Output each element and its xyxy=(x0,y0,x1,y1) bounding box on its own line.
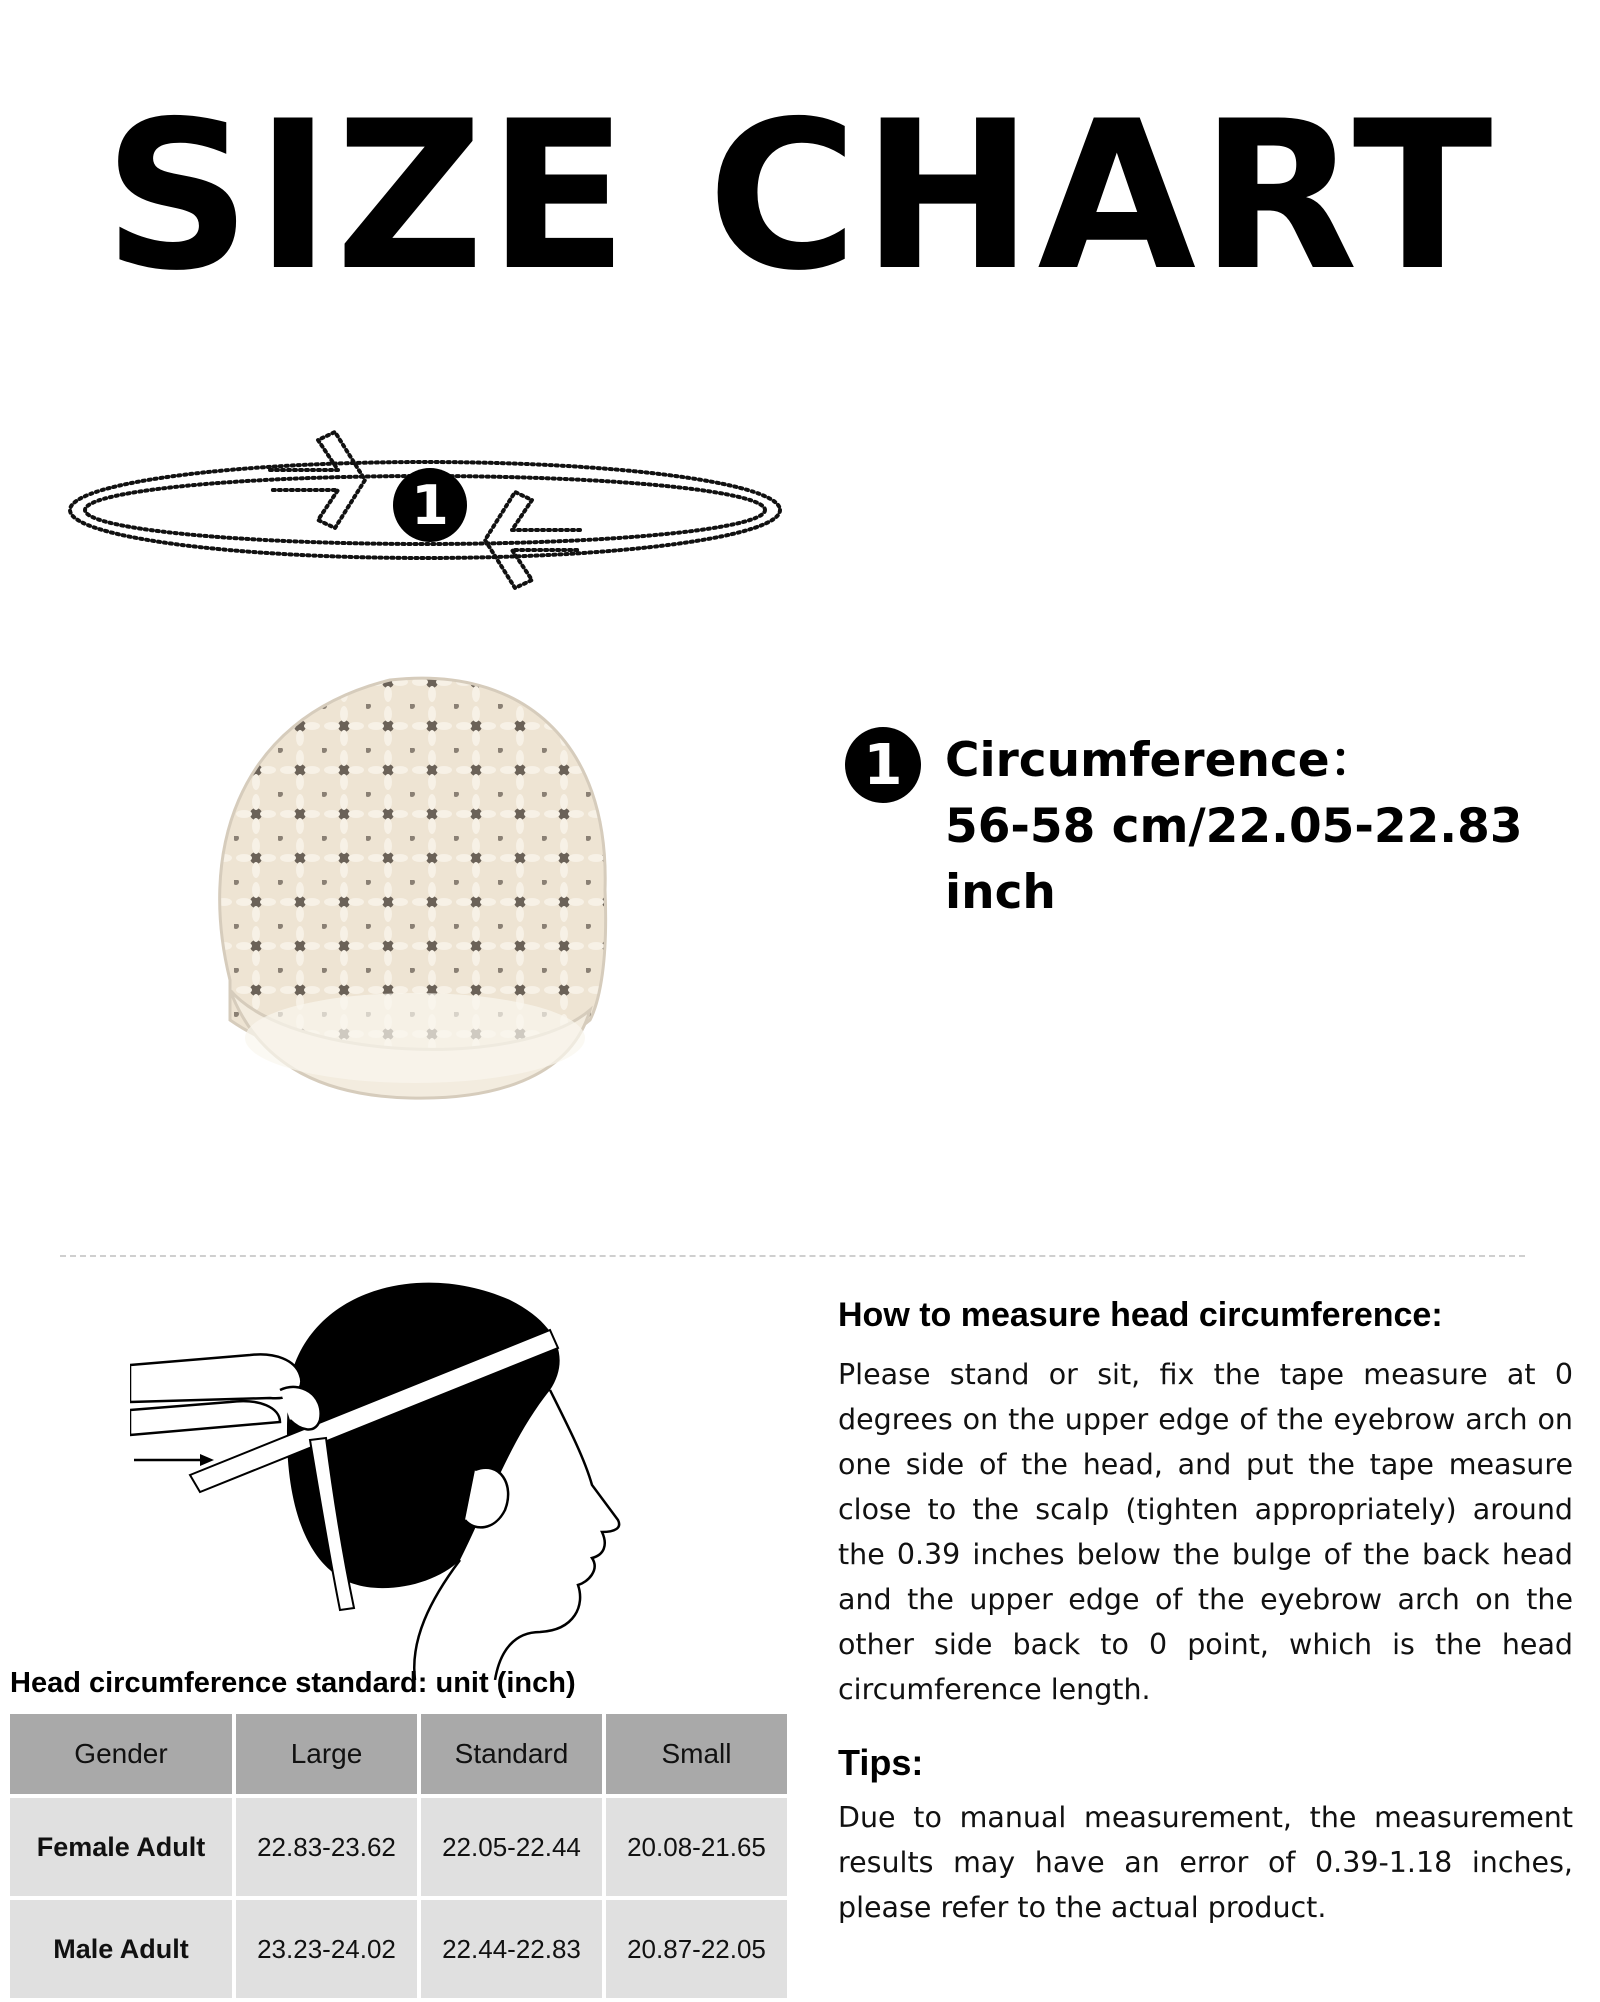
table-row xyxy=(10,1798,787,1896)
cell-small: 20.08-21.65 xyxy=(606,1798,787,1896)
page-title: SIZE CHART xyxy=(103,78,1497,316)
cell-gender: Female Adult xyxy=(10,1798,232,1896)
table-header-row xyxy=(10,1714,787,1794)
how-to-title: How to measure head circumference: xyxy=(838,1296,1443,1334)
tips-body: Due to manual measurement, the measurement results may have an error of 0.39-1.18 inches, please refer to the actual product. xyxy=(838,1801,1573,1924)
header-gender: Gender xyxy=(10,1714,232,1794)
cell-large: 22.83-23.62 xyxy=(236,1798,417,1896)
how-to-body: Please stand or sit, fix the tape measure at 0 degrees on the upper edge of the eyebrow arch on one side of the head, and put the tape measure close to the scalp (tighten appropriately) around the 0.39 inches below the bulge of the back head and the upper edge of the eyebrow arch on the other side back to 0 point, which is the head circumference length. xyxy=(838,1358,1573,1706)
cell-small: 20.87-22.05 xyxy=(606,1900,787,1998)
divider xyxy=(60,1255,1525,1257)
step-marker-label: 1 xyxy=(845,727,921,803)
crochet-hat-image xyxy=(190,660,630,1100)
table-caption: Head circumference standard: unit (inch) xyxy=(10,1667,576,1699)
header-large: Large xyxy=(236,1714,417,1794)
table-row xyxy=(10,1900,787,1998)
circumference-value: 56-58 cm/22.05-22.83 inch xyxy=(945,799,1523,920)
cell-gender: Male Adult xyxy=(10,1900,232,1998)
header-small: Small xyxy=(606,1714,787,1794)
step-marker-ring: 1 xyxy=(393,468,467,542)
cell-large: 23.23-24.02 xyxy=(236,1900,417,1998)
cell-standard: 22.44-22.83 xyxy=(421,1900,602,1998)
circumference-info xyxy=(945,728,1600,926)
head-measurement-illustration xyxy=(130,1270,650,1680)
size-table xyxy=(6,1710,791,2002)
tips-title: Tips: xyxy=(838,1742,924,1783)
cell-standard: 22.05-22.44 xyxy=(421,1798,602,1896)
circumference-label: Circumference： xyxy=(945,733,1377,788)
header-standard: Standard xyxy=(421,1714,602,1794)
